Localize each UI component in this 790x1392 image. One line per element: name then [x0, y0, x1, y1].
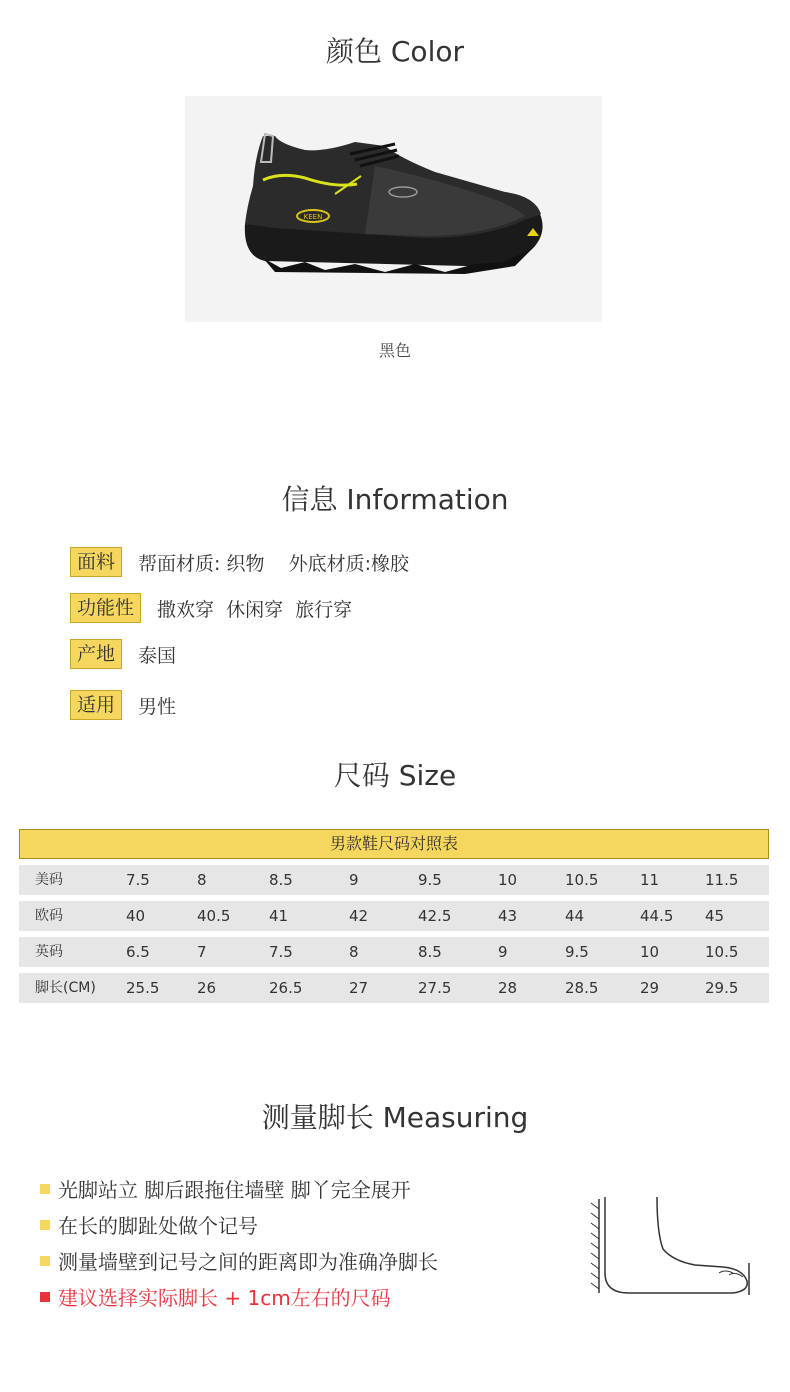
size-cell: 8	[349, 943, 359, 961]
info-row-function	[70, 593, 352, 623]
bullet-square-icon	[40, 1256, 50, 1266]
shoe-image	[185, 96, 602, 322]
bullet-square-icon	[40, 1292, 50, 1302]
tip-text: 在长的脚趾处做个记号	[58, 1214, 258, 1238]
size-cell: 7.5	[126, 871, 150, 889]
size-cell: 8	[197, 871, 207, 889]
size-table-header: 男款鞋尺码对照表	[19, 829, 769, 859]
brand-logo: KEEN	[303, 213, 323, 221]
info-section-title: 信息 Information	[281, 483, 509, 516]
size-cell: 10	[640, 943, 660, 961]
color-section-title: 颜色 Color	[325, 35, 464, 68]
size-cell: 26	[197, 979, 217, 997]
size-table	[19, 829, 769, 1003]
info-value: 帮面材质: 织物 外底材质:橡胶	[138, 552, 410, 575]
size-cell: 10.5	[705, 943, 739, 961]
size-cell: 7.5	[269, 943, 293, 961]
foot-measure-illustration	[583, 1193, 753, 1303]
color-caption: 黑色	[378, 341, 411, 360]
size-cell: 44.5	[640, 907, 674, 925]
size-section-title: 尺码 Size	[333, 759, 457, 792]
size-cell: 11	[640, 871, 660, 889]
size-cell: 40	[126, 907, 146, 925]
size-cell: 41	[269, 907, 289, 925]
tip-text: 测量墙壁到记号之间的距离即为准确净脚长	[58, 1250, 438, 1274]
size-row-label: 脚长(CM)	[35, 980, 96, 996]
tip-text: 建议选择实际脚长 + 1cm左右的尺码	[58, 1286, 391, 1310]
info-tag: 适用	[70, 690, 122, 720]
size-table-row	[19, 937, 769, 967]
size-cell: 10.5	[565, 871, 599, 889]
info-tag: 产地	[70, 639, 122, 669]
size-table-row	[19, 865, 769, 895]
size-cell: 27	[349, 979, 369, 997]
bullet-square-icon	[40, 1220, 50, 1230]
size-row-label: 美码	[35, 872, 63, 888]
size-cell: 40.5	[197, 907, 231, 925]
size-cell: 9	[349, 871, 359, 889]
info-row-gender	[70, 690, 176, 720]
size-cell: 29	[640, 979, 660, 997]
info-row-origin	[70, 639, 176, 669]
tip-item-warning	[40, 1282, 391, 1311]
size-cell: 26.5	[269, 979, 303, 997]
size-cell: 10	[498, 871, 518, 889]
measure-section-title: 测量脚长 Measuring	[261, 1101, 529, 1134]
size-cell: 44	[565, 907, 585, 925]
bullet-square-icon	[40, 1184, 50, 1194]
size-cell: 6.5	[126, 943, 150, 961]
size-cell: 8.5	[418, 943, 442, 961]
info-row-fabric	[70, 547, 409, 577]
size-table-row	[19, 973, 769, 1003]
size-row-label: 欧码	[35, 908, 63, 924]
info-tag: 功能性	[70, 593, 141, 623]
size-cell: 27.5	[418, 979, 452, 997]
tip-item	[40, 1246, 438, 1275]
tip-item	[40, 1174, 411, 1203]
size-cell: 42.5	[418, 907, 452, 925]
tip-item	[40, 1210, 258, 1239]
size-cell: 45	[705, 907, 725, 925]
info-tag: 面料	[70, 547, 122, 577]
tip-text: 光脚站立 脚后跟拖住墙壁 脚丫完全展开	[58, 1178, 411, 1202]
size-cell: 8.5	[269, 871, 293, 889]
size-cell: 29.5	[705, 979, 739, 997]
info-value: 男性	[138, 695, 177, 718]
size-cell: 11.5	[705, 871, 739, 889]
size-cell: 9.5	[565, 943, 589, 961]
info-value: 泰国	[138, 644, 177, 667]
size-cell: 9	[498, 943, 508, 961]
size-cell: 43	[498, 907, 518, 925]
size-table-row	[19, 901, 769, 931]
size-cell: 25.5	[126, 979, 160, 997]
size-row-label: 英码	[35, 944, 63, 960]
size-cell: 28.5	[565, 979, 599, 997]
size-cell: 42	[349, 907, 369, 925]
size-cell: 28	[498, 979, 518, 997]
size-cell: 9.5	[418, 871, 442, 889]
info-value: 撒欢穿 休闲穿 旅行穿	[157, 598, 353, 621]
size-cell: 7	[197, 943, 207, 961]
